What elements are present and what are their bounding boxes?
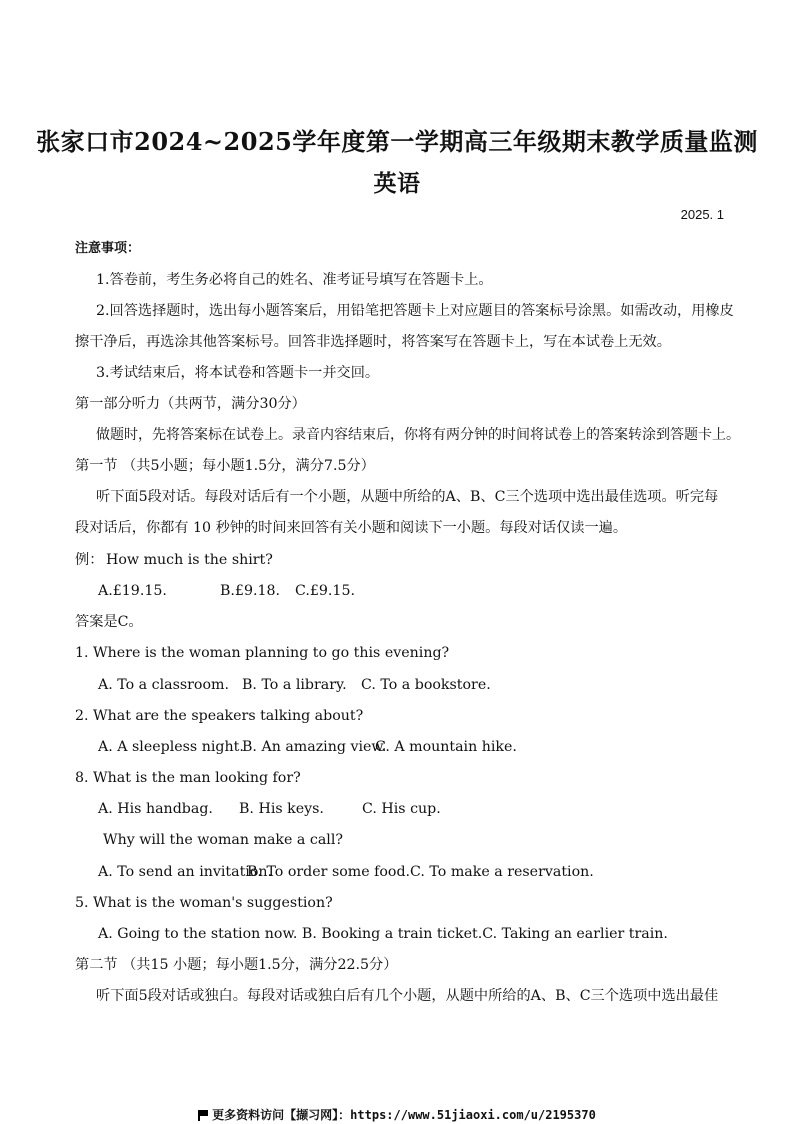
question-1-option-a: A. To a classroom. xyxy=(98,677,229,693)
section1-heading: 第一节 （共5小题；每小题1.5分，满分7.5分） xyxy=(75,458,375,474)
footer-link[interactable]: 更多资料访问【撷习网】：https://www.51jiaoxi.com/u/2195370 xyxy=(212,1108,596,1122)
question-4: Why will the woman make a call? xyxy=(103,832,343,848)
question-1-option-c: C. To a bookstore. xyxy=(361,677,491,693)
question-3-option-a: A. His handbag. xyxy=(98,801,213,817)
notice-item: 2.回答选择题时，选出每小题答案后，用铅笔把答题卡上对应题目的答案标号涂黑。如需改动，用橡皮 xyxy=(96,303,734,319)
notice-heading: 注意事项： xyxy=(75,241,141,256)
example-option-c: C.£9.15. xyxy=(295,583,355,599)
section1-instruction-continued: 段对话后，你都有 10 秒钟的时间来回答有关小题和阅读下一小题。每段对话仅读一遍。 xyxy=(75,520,628,536)
question-5: 5. What is the woman's suggestion? xyxy=(75,895,333,911)
question-5-options: A. Going to the station now. B. Booking a train ticket.C. Taking an earlier train. xyxy=(98,926,668,942)
example-option-b: B.£9.18. xyxy=(220,583,281,599)
example-answer: 答案是C。 xyxy=(75,614,143,630)
section2-instruction: 听下面5段对话或独白。每段对话或独白后有几个小题，从题中所给的A、B、C三个选项中选出最佳 xyxy=(96,988,719,1004)
question-4-option-a: A. To send an invitation. xyxy=(98,864,273,880)
part1-instruction: 做题时，先将答案标在试卷上。录音内容结束后，你将有两分钟的时间将试卷上的答案转涂到答题卡上。 xyxy=(96,427,740,443)
flag-icon xyxy=(198,1110,208,1120)
exam-date: 2025. 1 xyxy=(680,207,724,222)
question-2-option-c: C. A mountain hike. xyxy=(375,739,517,755)
subject-title: 英语 xyxy=(373,170,421,197)
question-3-option-c: C. His cup. xyxy=(362,801,441,817)
notice-item: 1.答卷前，考生务必将自己的姓名、准考证号填写在答题卡上。 xyxy=(96,272,493,288)
question-2-option-b: B. An amazing view. xyxy=(242,739,387,755)
footer xyxy=(0,1106,794,1123)
part1-heading: 第一部分听力（共两节，满分30分） xyxy=(75,396,306,412)
section2-heading: 第二节 （共15 小题；每小题1.5分，满分22.5分） xyxy=(75,957,398,973)
notice-item: 3.考试结束后，将本试卷和答题卡一并交回。 xyxy=(96,365,380,381)
question-3-option-b: B. His keys. xyxy=(239,801,324,817)
question-4-option-bc: B. To order some food.C. To make a reservation. xyxy=(247,864,594,880)
notice-item-continued: 擦干净后，再选涂其他答案标号。回答非选择题时，将答案写在答题卡上，写在本试卷上无效。 xyxy=(75,334,671,350)
question-2: 2. What are the speakers talking about? xyxy=(75,708,364,724)
question-1-option-b: B. To a library. xyxy=(242,677,347,693)
section1-instruction: 听下面5段对话。每段对话后有一个小题，从题中所给的A、B、C三个选项中选出最佳选项。听完每 xyxy=(96,489,719,505)
question-3: 8. What is the man looking for? xyxy=(75,770,301,786)
example-label: 例： xyxy=(75,552,104,568)
question-2-option-a: A. A sleepless night. xyxy=(98,739,244,755)
example-option-a: A.£19.15. xyxy=(98,583,167,599)
example-question: How much is the shirt? xyxy=(106,552,273,568)
page-title: 张家口市2024~2025学年度第一学期高三年级期末教学质量监测 xyxy=(36,127,758,156)
question-1: 1. Where is the woman planning to go this evening? xyxy=(75,645,450,661)
